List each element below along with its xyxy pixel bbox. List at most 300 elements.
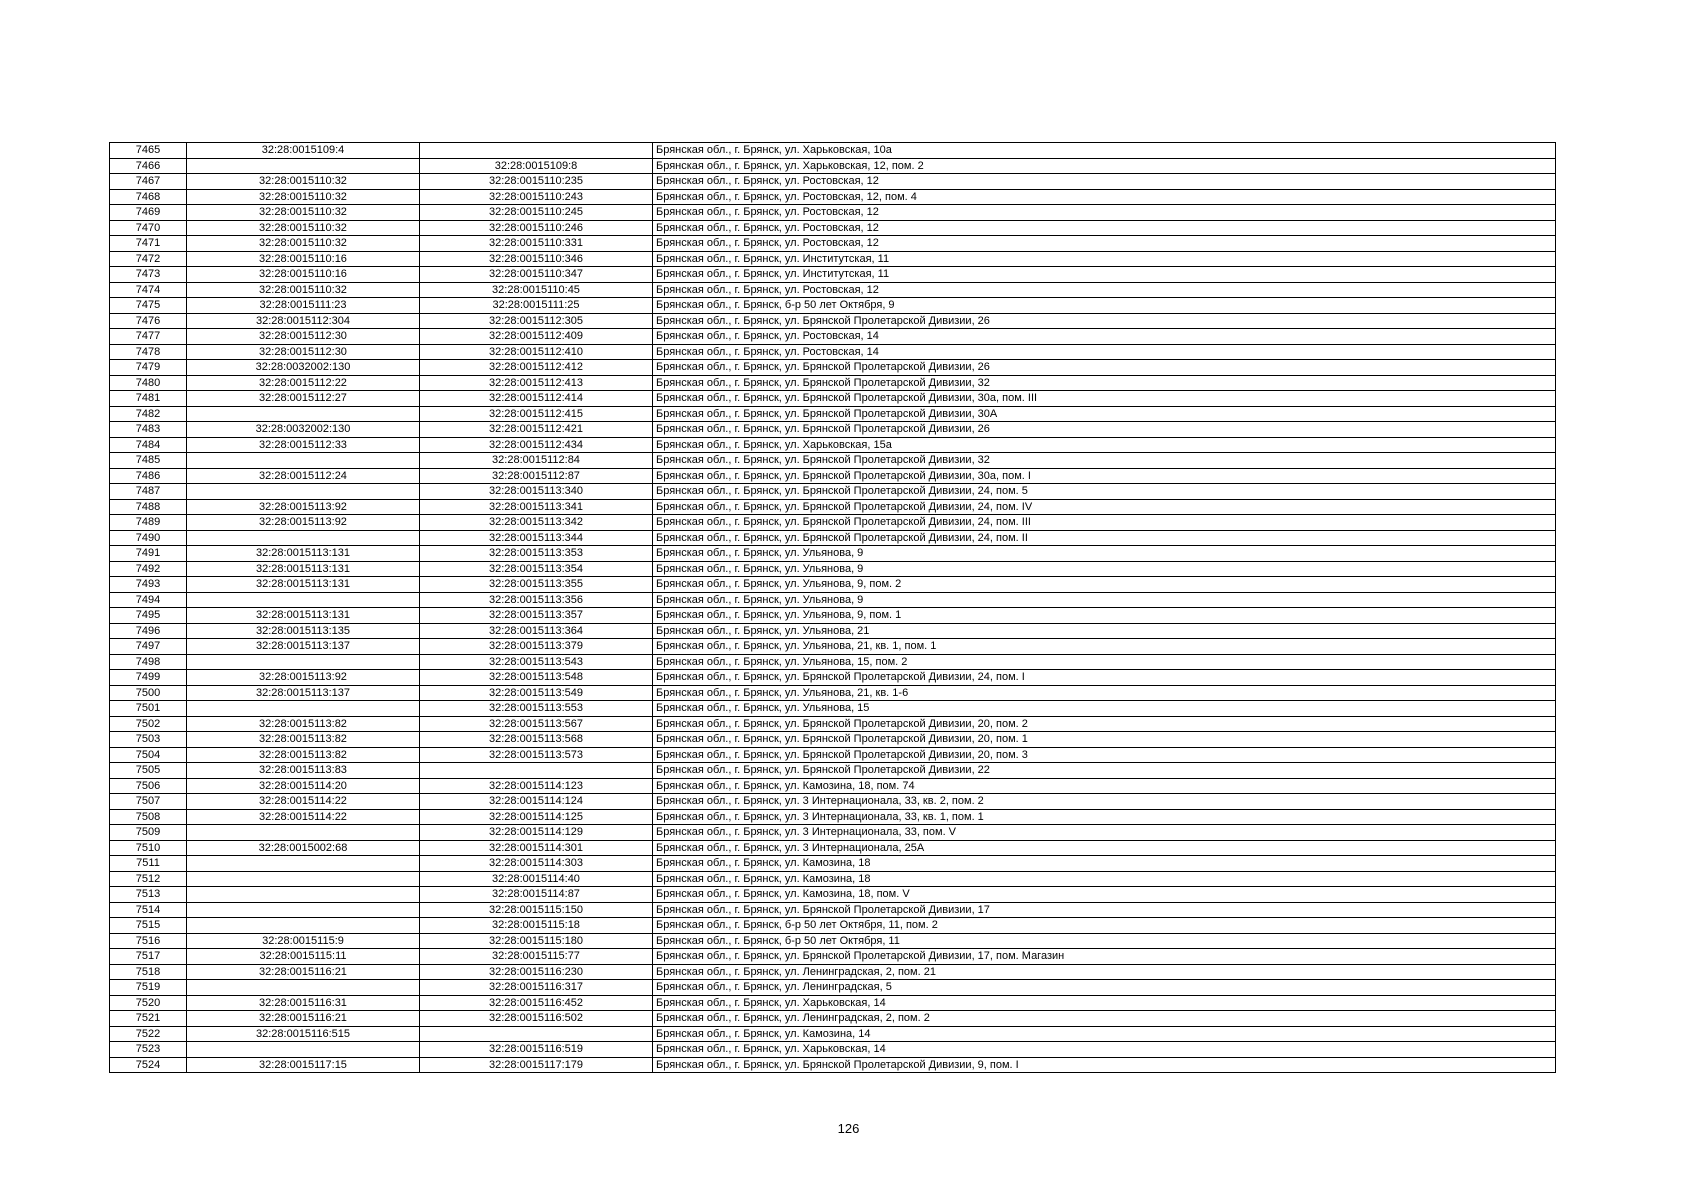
row-number-cell: 7479 <box>110 360 187 376</box>
address-cell: Брянская обл., г. Брянск, ул. Ульянова, 9 <box>653 561 1556 577</box>
parent-cadastral-number-cell <box>187 1042 420 1058</box>
table-row <box>110 980 1556 996</box>
parent-cadastral-number-cell: 32:28:0015114:22 <box>187 809 420 825</box>
address-cell: Брянская обл., г. Брянск, ул. Ростовская, 12, пом. 4 <box>653 189 1556 205</box>
address-cell: Брянская обл., г. Брянск, ул. Ульянова, 9, пом. 1 <box>653 608 1556 624</box>
parent-cadastral-number-cell: 32:28:0015113:131 <box>187 577 420 593</box>
row-number-cell: 7520 <box>110 995 187 1011</box>
row-number-cell: 7470 <box>110 220 187 236</box>
object-cadastral-number-cell: 32:28:0015114:123 <box>420 778 653 794</box>
table-row <box>110 422 1556 438</box>
address-cell: Брянская обл., г. Брянск, ул. 3 Интернационала, 25А <box>653 840 1556 856</box>
row-number-cell: 7511 <box>110 856 187 872</box>
object-cadastral-number-cell: 32:28:0015110:246 <box>420 220 653 236</box>
address-cell: Брянская обл., г. Брянск, ул. Ульянова, 15, пом. 2 <box>653 654 1556 670</box>
row-number-cell: 7472 <box>110 251 187 267</box>
row-number-cell: 7506 <box>110 778 187 794</box>
address-cell: Брянская обл., г. Брянск, б-р 50 лет Октября, 11, пом. 2 <box>653 918 1556 934</box>
row-number-cell: 7481 <box>110 391 187 407</box>
address-cell: Брянская обл., г. Брянск, ул. Ростовская, 12 <box>653 236 1556 252</box>
table-row <box>110 825 1556 841</box>
object-cadastral-number-cell: 32:28:0015112:305 <box>420 313 653 329</box>
object-cadastral-number-cell: 32:28:0015115:18 <box>420 918 653 934</box>
parent-cadastral-number-cell: 32:28:0015110:32 <box>187 189 420 205</box>
object-cadastral-number-cell: 32:28:0015117:179 <box>420 1057 653 1073</box>
address-cell: Брянская обл., г. Брянск, ул. Брянской Пролетарской Дивизии, 24, пом. II <box>653 530 1556 546</box>
table-row <box>110 670 1556 686</box>
object-cadastral-number-cell: 32:28:0015116:519 <box>420 1042 653 1058</box>
row-number-cell: 7490 <box>110 530 187 546</box>
object-cadastral-number-cell: 32:28:0015110:243 <box>420 189 653 205</box>
address-cell: Брянская обл., г. Брянск, ул. Брянской Пролетарской Дивизии, 24, пом. I <box>653 670 1556 686</box>
address-cell: Брянская обл., г. Брянск, б-р 50 лет Октября, 11 <box>653 933 1556 949</box>
parent-cadastral-number-cell: 32:28:0015112:30 <box>187 344 420 360</box>
row-number-cell: 7518 <box>110 964 187 980</box>
address-cell: Брянская обл., г. Брянск, ул. 3 Интернационала, 33, кв. 1, пом. 1 <box>653 809 1556 825</box>
parent-cadastral-number-cell <box>187 887 420 903</box>
table-row <box>110 763 1556 779</box>
table-row <box>110 515 1556 531</box>
row-number-cell: 7487 <box>110 484 187 500</box>
address-cell: Брянская обл., г. Брянск, ул. Брянской Пролетарской Дивизии, 30а, пом. III <box>653 391 1556 407</box>
table-row <box>110 654 1556 670</box>
table-row <box>110 592 1556 608</box>
parent-cadastral-number-cell: 32:28:0015110:32 <box>187 282 420 298</box>
row-number-cell: 7522 <box>110 1026 187 1042</box>
address-cell: Брянская обл., г. Брянск, ул. Брянской Пролетарской Дивизии, 9, пом. I <box>653 1057 1556 1073</box>
row-number-cell: 7473 <box>110 267 187 283</box>
table-row <box>110 313 1556 329</box>
object-cadastral-number-cell: 32:28:0015113:340 <box>420 484 653 500</box>
table-row <box>110 189 1556 205</box>
object-cadastral-number-cell: 32:28:0015112:84 <box>420 453 653 469</box>
row-number-cell: 7480 <box>110 375 187 391</box>
address-cell: Брянская обл., г. Брянск, ул. Институтская, 11 <box>653 251 1556 267</box>
table-row <box>110 530 1556 546</box>
row-number-cell: 7486 <box>110 468 187 484</box>
table-row <box>110 220 1556 236</box>
object-cadastral-number-cell: 32:28:0015112:410 <box>420 344 653 360</box>
parent-cadastral-number-cell: 32:28:0015113:92 <box>187 515 420 531</box>
table-row <box>110 391 1556 407</box>
parent-cadastral-number-cell: 32:28:0015109:4 <box>187 143 420 159</box>
row-number-cell: 7478 <box>110 344 187 360</box>
row-number-cell: 7524 <box>110 1057 187 1073</box>
object-cadastral-number-cell: 32:28:0015112:87 <box>420 468 653 484</box>
object-cadastral-number-cell <box>420 1026 653 1042</box>
table-row <box>110 902 1556 918</box>
row-number-cell: 7474 <box>110 282 187 298</box>
parent-cadastral-number-cell: 32:28:0015113:92 <box>187 499 420 515</box>
parent-cadastral-number-cell: 32:28:0015110:32 <box>187 236 420 252</box>
row-number-cell: 7515 <box>110 918 187 934</box>
parent-cadastral-number-cell: 32:28:0015112:304 <box>187 313 420 329</box>
row-number-cell: 7505 <box>110 763 187 779</box>
parent-cadastral-number-cell: 32:28:0015110:32 <box>187 220 420 236</box>
table-row <box>110 158 1556 174</box>
parent-cadastral-number-cell: 32:28:0015112:30 <box>187 329 420 345</box>
table-row <box>110 623 1556 639</box>
parent-cadastral-number-cell: 32:28:0015113:82 <box>187 732 420 748</box>
table-row <box>110 484 1556 500</box>
object-cadastral-number-cell <box>420 143 653 159</box>
row-number-cell: 7492 <box>110 561 187 577</box>
address-cell: Брянская обл., г. Брянск, ул. Камозина, 18 <box>653 871 1556 887</box>
address-cell: Брянская обл., г. Брянск, ул. 3 Интернационала, 33, кв. 2, пом. 2 <box>653 794 1556 810</box>
address-cell: Брянская обл., г. Брянск, ул. Ульянова, 9 <box>653 546 1556 562</box>
table-row <box>110 933 1556 949</box>
object-cadastral-number-cell: 32:28:0015113:548 <box>420 670 653 686</box>
row-number-cell: 7514 <box>110 902 187 918</box>
address-cell: Брянская обл., г. Брянск, ул. Ленинградская, 2, пом. 2 <box>653 1011 1556 1027</box>
parent-cadastral-number-cell: 32:28:0015110:16 <box>187 267 420 283</box>
object-cadastral-number-cell: 32:28:0015113:354 <box>420 561 653 577</box>
parent-cadastral-number-cell: 32:28:0015110:16 <box>187 251 420 267</box>
table-row <box>110 1026 1556 1042</box>
parent-cadastral-number-cell <box>187 825 420 841</box>
object-cadastral-number-cell: 32:28:0015113:543 <box>420 654 653 670</box>
parent-cadastral-number-cell: 32:28:0015113:131 <box>187 608 420 624</box>
parent-cadastral-number-cell: 32:28:0015112:22 <box>187 375 420 391</box>
table-row <box>110 282 1556 298</box>
object-cadastral-number-cell: 32:28:0015113:355 <box>420 577 653 593</box>
object-cadastral-number-cell: 32:28:0015112:421 <box>420 422 653 438</box>
row-number-cell: 7491 <box>110 546 187 562</box>
table-row <box>110 1042 1556 1058</box>
table-row <box>110 298 1556 314</box>
address-cell: Брянская обл., г. Брянск, б-р 50 лет Октября, 9 <box>653 298 1556 314</box>
parent-cadastral-number-cell <box>187 158 420 174</box>
table-row <box>110 205 1556 221</box>
address-cell: Брянская обл., г. Брянск, ул. Ростовская, 14 <box>653 329 1556 345</box>
row-number-cell: 7499 <box>110 670 187 686</box>
object-cadastral-number-cell: 32:28:0015110:346 <box>420 251 653 267</box>
address-cell: Брянская обл., г. Брянск, ул. Ульянова, 21, кв. 1, пом. 1 <box>653 639 1556 655</box>
row-number-cell: 7489 <box>110 515 187 531</box>
row-number-cell: 7488 <box>110 499 187 515</box>
parent-cadastral-number-cell <box>187 871 420 887</box>
object-cadastral-number-cell: 32:28:0015115:180 <box>420 933 653 949</box>
table-row <box>110 685 1556 701</box>
table-row <box>110 918 1556 934</box>
table-row <box>110 468 1556 484</box>
parent-cadastral-number-cell: 32:28:0015110:32 <box>187 174 420 190</box>
object-cadastral-number-cell: 32:28:0015113:341 <box>420 499 653 515</box>
parent-cadastral-number-cell: 32:28:0015116:515 <box>187 1026 420 1042</box>
address-cell: Брянская обл., г. Брянск, ул. Ленинградская, 5 <box>653 980 1556 996</box>
parent-cadastral-number-cell <box>187 530 420 546</box>
row-number-cell: 7507 <box>110 794 187 810</box>
parent-cadastral-number-cell: 32:28:0015113:92 <box>187 670 420 686</box>
address-cell: Брянская обл., г. Брянск, ул. Ульянова, 21, кв. 1-6 <box>653 685 1556 701</box>
table-row <box>110 251 1556 267</box>
row-number-cell: 7485 <box>110 453 187 469</box>
object-cadastral-number-cell: 32:28:0015113:553 <box>420 701 653 717</box>
object-cadastral-number-cell: 32:28:0015116:230 <box>420 964 653 980</box>
parent-cadastral-number-cell: 32:28:0015113:137 <box>187 685 420 701</box>
parent-cadastral-number-cell <box>187 406 420 422</box>
object-cadastral-number-cell: 32:28:0015113:364 <box>420 623 653 639</box>
address-cell: Брянская обл., г. Брянск, ул. Харьковская, 10а <box>653 143 1556 159</box>
parent-cadastral-number-cell: 32:28:0032002:130 <box>187 360 420 376</box>
row-number-cell: 7496 <box>110 623 187 639</box>
parent-cadastral-number-cell <box>187 654 420 670</box>
parent-cadastral-number-cell <box>187 918 420 934</box>
object-cadastral-number-cell: 32:28:0015113:379 <box>420 639 653 655</box>
row-number-cell: 7497 <box>110 639 187 655</box>
parent-cadastral-number-cell: 32:28:0015116:31 <box>187 995 420 1011</box>
address-cell: Брянская обл., г. Брянск, ул. Брянской Пролетарской Дивизии, 17, пом. Магазин <box>653 949 1556 965</box>
row-number-cell: 7516 <box>110 933 187 949</box>
row-number-cell: 7466 <box>110 158 187 174</box>
address-cell: Брянская обл., г. Брянск, ул. Брянской Пролетарской Дивизии, 32 <box>653 453 1556 469</box>
address-cell: Брянская обл., г. Брянск, ул. Брянской Пролетарской Дивизии, 26 <box>653 313 1556 329</box>
table-row <box>110 747 1556 763</box>
row-number-cell: 7512 <box>110 871 187 887</box>
table-row <box>110 949 1556 965</box>
parent-cadastral-number-cell: 32:28:0015112:33 <box>187 437 420 453</box>
address-cell: Брянская обл., г. Брянск, ул. Ростовская, 14 <box>653 344 1556 360</box>
parent-cadastral-number-cell: 32:28:0015110:32 <box>187 205 420 221</box>
address-cell: Брянская обл., г. Брянск, ул. Харьковская, 14 <box>653 1042 1556 1058</box>
table-row <box>110 499 1556 515</box>
address-cell: Брянская обл., г. Брянск, ул. Брянской Пролетарской Дивизии, 32 <box>653 375 1556 391</box>
object-cadastral-number-cell: 32:28:0015116:317 <box>420 980 653 996</box>
address-cell: Брянская обл., г. Брянск, ул. Харьковская, 14 <box>653 995 1556 1011</box>
parent-cadastral-number-cell: 32:28:0015112:24 <box>187 468 420 484</box>
object-cadastral-number-cell: 32:28:0015114:40 <box>420 871 653 887</box>
row-number-cell: 7467 <box>110 174 187 190</box>
address-cell: Брянская обл., г. Брянск, ул. Ростовская, 12 <box>653 282 1556 298</box>
object-cadastral-number-cell: 32:28:0015116:452 <box>420 995 653 1011</box>
object-cadastral-number-cell: 32:28:0015110:235 <box>420 174 653 190</box>
address-cell: Брянская обл., г. Брянск, ул. Брянской Пролетарской Дивизии, 22 <box>653 763 1556 779</box>
parent-cadastral-number-cell <box>187 980 420 996</box>
parent-cadastral-number-cell: 32:28:0015115:11 <box>187 949 420 965</box>
parent-cadastral-number-cell: 32:28:0015116:21 <box>187 964 420 980</box>
object-cadastral-number-cell: 32:28:0015110:331 <box>420 236 653 252</box>
address-cell: Брянская обл., г. Брянск, ул. Брянской Пролетарской Дивизии, 24, пом. 5 <box>653 484 1556 500</box>
parent-cadastral-number-cell <box>187 856 420 872</box>
object-cadastral-number-cell: 32:28:0015111:25 <box>420 298 653 314</box>
address-cell: Брянская обл., г. Брянск, ул. Брянской Пролетарской Дивизии, 17 <box>653 902 1556 918</box>
object-cadastral-number-cell: 32:28:0015115:150 <box>420 902 653 918</box>
table-row <box>110 329 1556 345</box>
object-cadastral-number-cell: 32:28:0015112:414 <box>420 391 653 407</box>
object-cadastral-number-cell: 32:28:0015115:77 <box>420 949 653 965</box>
parent-cadastral-number-cell: 32:28:0015116:21 <box>187 1011 420 1027</box>
row-number-cell: 7465 <box>110 143 187 159</box>
parent-cadastral-number-cell: 32:28:0015113:82 <box>187 747 420 763</box>
table-row <box>110 856 1556 872</box>
parent-cadastral-number-cell: 32:28:0015113:83 <box>187 763 420 779</box>
address-cell: Брянская обл., г. Брянск, ул. Ульянова, 9, пом. 2 <box>653 577 1556 593</box>
address-cell: Брянская обл., г. Брянск, ул. Камозина, 18, пом. 74 <box>653 778 1556 794</box>
table-row <box>110 267 1556 283</box>
parent-cadastral-number-cell: 32:28:0015113:137 <box>187 639 420 655</box>
parent-cadastral-number-cell <box>187 484 420 500</box>
address-cell: Брянская обл., г. Брянск, ул. Брянской Пролетарской Дивизии, 30а, пом. I <box>653 468 1556 484</box>
parent-cadastral-number-cell: 32:28:0032002:130 <box>187 422 420 438</box>
parent-cadastral-number-cell: 32:28:0015114:20 <box>187 778 420 794</box>
address-cell: Брянская обл., г. Брянск, ул. Харьковская, 15а <box>653 437 1556 453</box>
address-cell: Брянская обл., г. Брянск, ул. Ульянова, 9 <box>653 592 1556 608</box>
address-cell: Брянская обл., г. Брянск, ул. Харьковская, 12, пом. 2 <box>653 158 1556 174</box>
table-row <box>110 794 1556 810</box>
table-row <box>110 344 1556 360</box>
row-number-cell: 7513 <box>110 887 187 903</box>
table-row <box>110 732 1556 748</box>
object-cadastral-number-cell: 32:28:0015114:124 <box>420 794 653 810</box>
row-number-cell: 7482 <box>110 406 187 422</box>
object-cadastral-number-cell: 32:28:0015113:567 <box>420 716 653 732</box>
table-row <box>110 143 1556 159</box>
address-cell: Брянская обл., г. Брянск, ул. Ульянова, 21 <box>653 623 1556 639</box>
object-cadastral-number-cell: 32:28:0015114:301 <box>420 840 653 856</box>
object-cadastral-number-cell: 32:28:0015113:353 <box>420 546 653 562</box>
object-cadastral-number-cell: 32:28:0015112:412 <box>420 360 653 376</box>
row-number-cell: 7498 <box>110 654 187 670</box>
object-cadastral-number-cell: 32:28:0015114:129 <box>420 825 653 841</box>
row-number-cell: 7519 <box>110 980 187 996</box>
object-cadastral-number-cell: 32:28:0015112:415 <box>420 406 653 422</box>
parent-cadastral-number-cell: 32:28:0015113:82 <box>187 716 420 732</box>
object-cadastral-number-cell: 32:28:0015114:125 <box>420 809 653 825</box>
table-row <box>110 174 1556 190</box>
table-row <box>110 546 1556 562</box>
object-cadastral-number-cell: 32:28:0015113:356 <box>420 592 653 608</box>
row-number-cell: 7509 <box>110 825 187 841</box>
object-cadastral-number-cell: 32:28:0015113:568 <box>420 732 653 748</box>
address-cell: Брянская обл., г. Брянск, ул. Камозина, 18, пом. V <box>653 887 1556 903</box>
object-cadastral-number-cell: 32:28:0015114:87 <box>420 887 653 903</box>
row-number-cell: 7521 <box>110 1011 187 1027</box>
row-number-cell: 7494 <box>110 592 187 608</box>
parent-cadastral-number-cell <box>187 701 420 717</box>
row-number-cell: 7469 <box>110 205 187 221</box>
object-cadastral-number-cell: 32:28:0015110:347 <box>420 267 653 283</box>
address-cell: Брянская обл., г. Брянск, ул. Ленинградская, 2, пом. 21 <box>653 964 1556 980</box>
table-row <box>110 375 1556 391</box>
table-row <box>110 840 1556 856</box>
table-row <box>110 406 1556 422</box>
row-number-cell: 7508 <box>110 809 187 825</box>
table-row <box>110 639 1556 655</box>
table-row <box>110 561 1556 577</box>
table-row <box>110 577 1556 593</box>
object-cadastral-number-cell <box>420 763 653 779</box>
object-cadastral-number-cell: 32:28:0015110:245 <box>420 205 653 221</box>
object-cadastral-number-cell: 32:28:0015112:413 <box>420 375 653 391</box>
row-number-cell: 7477 <box>110 329 187 345</box>
row-number-cell: 7510 <box>110 840 187 856</box>
table-row <box>110 701 1556 717</box>
table-row <box>110 1011 1556 1027</box>
address-cell: Брянская обл., г. Брянск, ул. Ульянова, 15 <box>653 701 1556 717</box>
parent-cadastral-number-cell <box>187 592 420 608</box>
table-row <box>110 995 1556 1011</box>
object-cadastral-number-cell: 32:28:0015114:303 <box>420 856 653 872</box>
address-cell: Брянская обл., г. Брянск, ул. Ростовская, 12 <box>653 205 1556 221</box>
row-number-cell: 7483 <box>110 422 187 438</box>
object-cadastral-number-cell: 32:28:0015109:8 <box>420 158 653 174</box>
object-cadastral-number-cell: 32:28:0015113:357 <box>420 608 653 624</box>
object-cadastral-number-cell: 32:28:0015110:45 <box>420 282 653 298</box>
parent-cadastral-number-cell: 32:28:0015112:27 <box>187 391 420 407</box>
row-number-cell: 7476 <box>110 313 187 329</box>
row-number-cell: 7475 <box>110 298 187 314</box>
parent-cadastral-number-cell: 32:28:0015115:9 <box>187 933 420 949</box>
table-row <box>110 809 1556 825</box>
address-cell: Брянская обл., г. Брянск, ул. Брянской Пролетарской Дивизии, 26 <box>653 422 1556 438</box>
table-body <box>110 143 1556 1073</box>
table-row <box>110 608 1556 624</box>
object-cadastral-number-cell: 32:28:0015113:549 <box>420 685 653 701</box>
address-cell: Брянская обл., г. Брянск, ул. Институтская, 11 <box>653 267 1556 283</box>
parent-cadastral-number-cell: 32:28:0015114:22 <box>187 794 420 810</box>
object-cadastral-number-cell: 32:28:0015113:344 <box>420 530 653 546</box>
row-number-cell: 7501 <box>110 701 187 717</box>
address-cell: Брянская обл., г. Брянск, ул. Камозина, 18 <box>653 856 1556 872</box>
row-number-cell: 7523 <box>110 1042 187 1058</box>
row-number-cell: 7493 <box>110 577 187 593</box>
row-number-cell: 7495 <box>110 608 187 624</box>
address-cell: Брянская обл., г. Брянск, ул. Ростовская, 12 <box>653 220 1556 236</box>
table-row <box>110 778 1556 794</box>
cadastral-table <box>109 142 1556 1073</box>
object-cadastral-number-cell: 32:28:0015113:342 <box>420 515 653 531</box>
table-row <box>110 236 1556 252</box>
row-number-cell: 7484 <box>110 437 187 453</box>
parent-cadastral-number-cell: 32:28:0015113:135 <box>187 623 420 639</box>
object-cadastral-number-cell: 32:28:0015112:434 <box>420 437 653 453</box>
address-cell: Брянская обл., г. Брянск, ул. Брянской Пролетарской Дивизии, 24, пом. III <box>653 515 1556 531</box>
address-cell: Брянская обл., г. Брянск, ул. Брянской Пролетарской Дивизии, 20, пом. 3 <box>653 747 1556 763</box>
row-number-cell: 7517 <box>110 949 187 965</box>
row-number-cell: 7468 <box>110 189 187 205</box>
parent-cadastral-number-cell: 32:28:0015113:131 <box>187 561 420 577</box>
parent-cadastral-number-cell <box>187 902 420 918</box>
address-cell: Брянская обл., г. Брянск, ул. Брянской Пролетарской Дивизии, 24, пом. IV <box>653 499 1556 515</box>
address-cell: Брянская обл., г. Брянск, ул. Брянской Пролетарской Дивизии, 26 <box>653 360 1556 376</box>
table-row <box>110 360 1556 376</box>
page-number: 126 <box>837 1121 860 1136</box>
table-row <box>110 871 1556 887</box>
parent-cadastral-number-cell: 32:28:0015002:68 <box>187 840 420 856</box>
row-number-cell: 7502 <box>110 716 187 732</box>
row-number-cell: 7471 <box>110 236 187 252</box>
address-cell: Брянская обл., г. Брянск, ул. Брянской Пролетарской Дивизии, 30А <box>653 406 1556 422</box>
object-cadastral-number-cell: 32:28:0015112:409 <box>420 329 653 345</box>
table-row <box>110 716 1556 732</box>
parent-cadastral-number-cell: 32:28:0015113:131 <box>187 546 420 562</box>
table-row <box>110 453 1556 469</box>
address-cell: Брянская обл., г. Брянск, ул. Камозина, 14 <box>653 1026 1556 1042</box>
table-row <box>110 887 1556 903</box>
row-number-cell: 7500 <box>110 685 187 701</box>
parent-cadastral-number-cell: 32:28:0015111:23 <box>187 298 420 314</box>
object-cadastral-number-cell: 32:28:0015116:502 <box>420 1011 653 1027</box>
object-cadastral-number-cell: 32:28:0015113:573 <box>420 747 653 763</box>
address-cell: Брянская обл., г. Брянск, ул. Ростовская, 12 <box>653 174 1556 190</box>
table-row <box>110 964 1556 980</box>
parent-cadastral-number-cell <box>187 453 420 469</box>
row-number-cell: 7504 <box>110 747 187 763</box>
row-number-cell: 7503 <box>110 732 187 748</box>
parent-cadastral-number-cell: 32:28:0015117:15 <box>187 1057 420 1073</box>
table-row <box>110 437 1556 453</box>
address-cell: Брянская обл., г. Брянск, ул. Брянской Пролетарской Дивизии, 20, пом. 1 <box>653 732 1556 748</box>
